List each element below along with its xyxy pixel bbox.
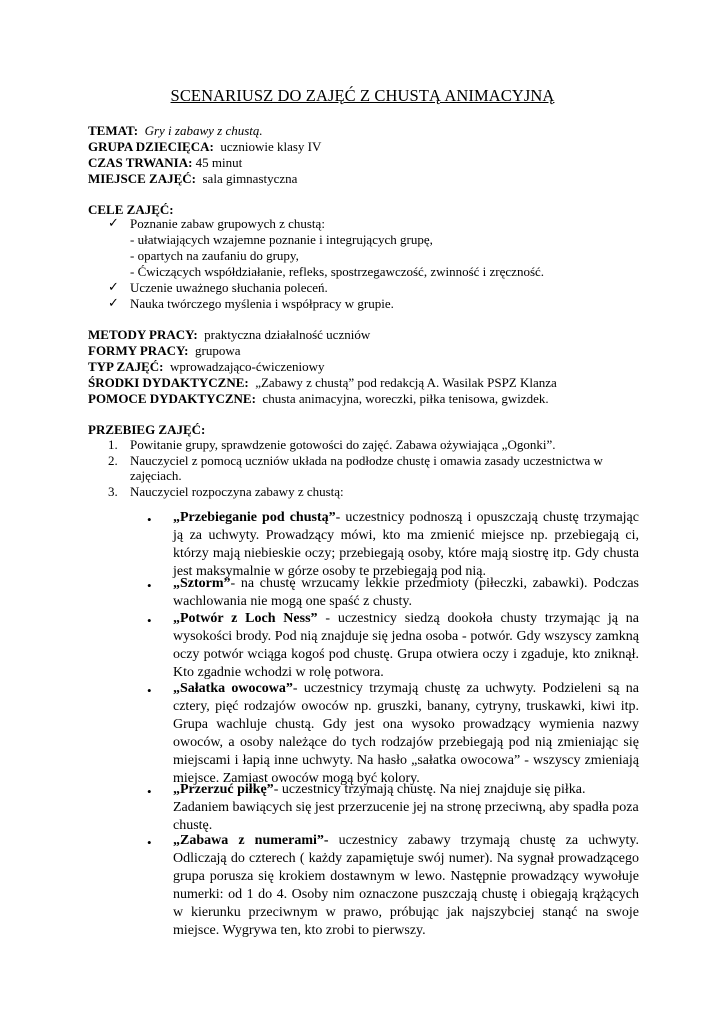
step-text: Nauczyciel z pomocą uczniów układa na podłodze chustę i omawia zasady uczestnictwa w zajęciach.	[130, 453, 603, 483]
goal-item: Uczenie uważnego słuchania poleceń.	[130, 280, 328, 295]
game-item: „Potwór z Loch Ness” - uczestnicy siedzą dookoła chusty trzymając ją na wysokości brody. Pod nią znajduje się jedna osoba - potwór. Gdy wszyscy zamkną oczy potwór wciąga kogoś pod chustę. Grupa otwiera oczy i zgaduje, kto zniknął. Kto zgadnie wchodzi w rolę potwora.	[173, 611, 639, 680]
info-group: GRUPA DZIECIĘCA: uczniowie klasy IV	[88, 139, 322, 154]
type-line: TYP ZAJĘĆ: wprowadzająco-ćwiczeniowy	[88, 359, 325, 374]
document-title: SCENARIUSZ DO ZAJĘĆ Z CHUSTĄ ANIMACYJNĄ	[170, 86, 555, 105]
step-number: 3.	[108, 484, 118, 499]
goals-heading: CELE ZAJĘĆ:	[88, 202, 174, 217]
game-item: „Sałatka owocowa”- uczestnicy trzymają chustę za uchwyty. Podzieleni są na cztery, pięć rodzajów owoców np. gruszki, banany, cytryny, truskawki, kiwi itp. Grupa wachluje chustą. Gdy jest ona wysoko prowadzący wymienia nazwy owoców, a osoby należące do tych rodzajów przebiegają pod nią zmieniając się miejscami i łapią inne uchwyty. Na hasło „sałatka owocowa” - wszyscy zmieniają miejsce. Zamiast owoców mogą być kolory.	[173, 681, 639, 786]
step-number: 1.	[108, 437, 118, 452]
bullet-icon: •	[147, 835, 152, 850]
step-text: Nauczyciel rozpoczyna zabawy z chustą:	[130, 484, 344, 499]
info-duration: CZAS TRWANIA: 45 minut	[88, 155, 243, 170]
game-item: „Zabawa z numerami”- uczestnicy zabawy trzymają chustę za uchwyty. Odliczają do czterech ( każdy zapamiętuje swój numer). Na sygnał prowadzącego grupa porusza się krokiem dostawnym w lewo. Następnie prowadzący wywołuje numerki: od 1 do 4. Osoby nim oznaczone puszczają chustę i obiegają krążących w kierunku przeciwnym w prawo, próbując jak najszybciej stanąć na swoje miejsce. Wygrywa ten, kto zrobi to pierwszy.	[173, 833, 639, 938]
bullet-icon: •	[147, 578, 152, 593]
check-icon: ✓	[108, 279, 119, 294]
step-text: Powitanie grupy, sprawdzenie gotowości do zajęć. Zabawa ożywiająca „Ogonki”.	[130, 437, 556, 452]
bullet-icon: •	[147, 512, 152, 527]
goal-subitem: - opartych na zaufaniu do grupy,	[130, 248, 299, 263]
game-item: „Sztorm”- na chustę wrzucamy lekkie przedmioty (piłeczki, zabawki). Podczas wachlowania nie mogą one spaść z chusty.	[173, 576, 639, 609]
forms-line: FORMY PRACY: grupowa	[88, 343, 241, 358]
info-place: MIEJSCE ZAJĘĆ: sala gimnastyczna	[88, 171, 298, 186]
check-icon: ✓	[108, 215, 119, 230]
methods-line: METODY PRACY: praktyczna działalność uczniów	[88, 327, 371, 342]
aids-line: POMOCE DYDAKTYCZNE: chusta animacyjna, woreczki, piłka tenisowa, gwizdek.	[88, 391, 549, 406]
goal-subitem: - ułatwiających wzajemne poznanie i integrujących grupę,	[130, 232, 433, 247]
course-heading: PRZEBIEG ZAJĘĆ:	[88, 422, 206, 437]
goal-item: Poznanie zabaw grupowych z chustą:	[130, 216, 325, 231]
means-line: ŚRODKI DYDAKTYCZNE: „Zabawy z chustą” pod redakcją A. Wasilak PSPZ Klanza	[88, 375, 557, 390]
info-topic: TEMAT: Gry i zabawy z chustą.	[88, 123, 263, 138]
check-icon: ✓	[108, 295, 119, 310]
bullet-icon: •	[147, 784, 152, 799]
step-number: 2.	[108, 453, 118, 468]
game-item: „Przebieganie pod chustą”- uczestnicy podnoszą i opuszczają chustę trzymając ją za uchwyty. Prowadzący mówi, kto ma zmienić miejsce np. przebiegają ci, którzy mają niebieskie oczy; przebiegają osoby, które mają siostrę itp. Gdy chusta jest maksymalnie w górze osoby te przebiegają pod nią.	[173, 510, 639, 579]
goal-subitem: - Ćwiczących współdziałanie, refleks, spostrzegawczość, zwinność i zręczność.	[130, 264, 545, 279]
game-item: „Przerzuć piłkę”- uczestnicy trzymają chustę. Na niej znajduje się piłka. Zadaniem bawiących się jest przerzucenie jej na stronę przeciwną, aby spadła poza chustę.	[173, 782, 639, 833]
goal-item: Nauka twórczego myślenia i współpracy w grupie.	[130, 296, 394, 311]
bullet-icon: •	[147, 613, 152, 628]
bullet-icon: •	[147, 683, 152, 698]
